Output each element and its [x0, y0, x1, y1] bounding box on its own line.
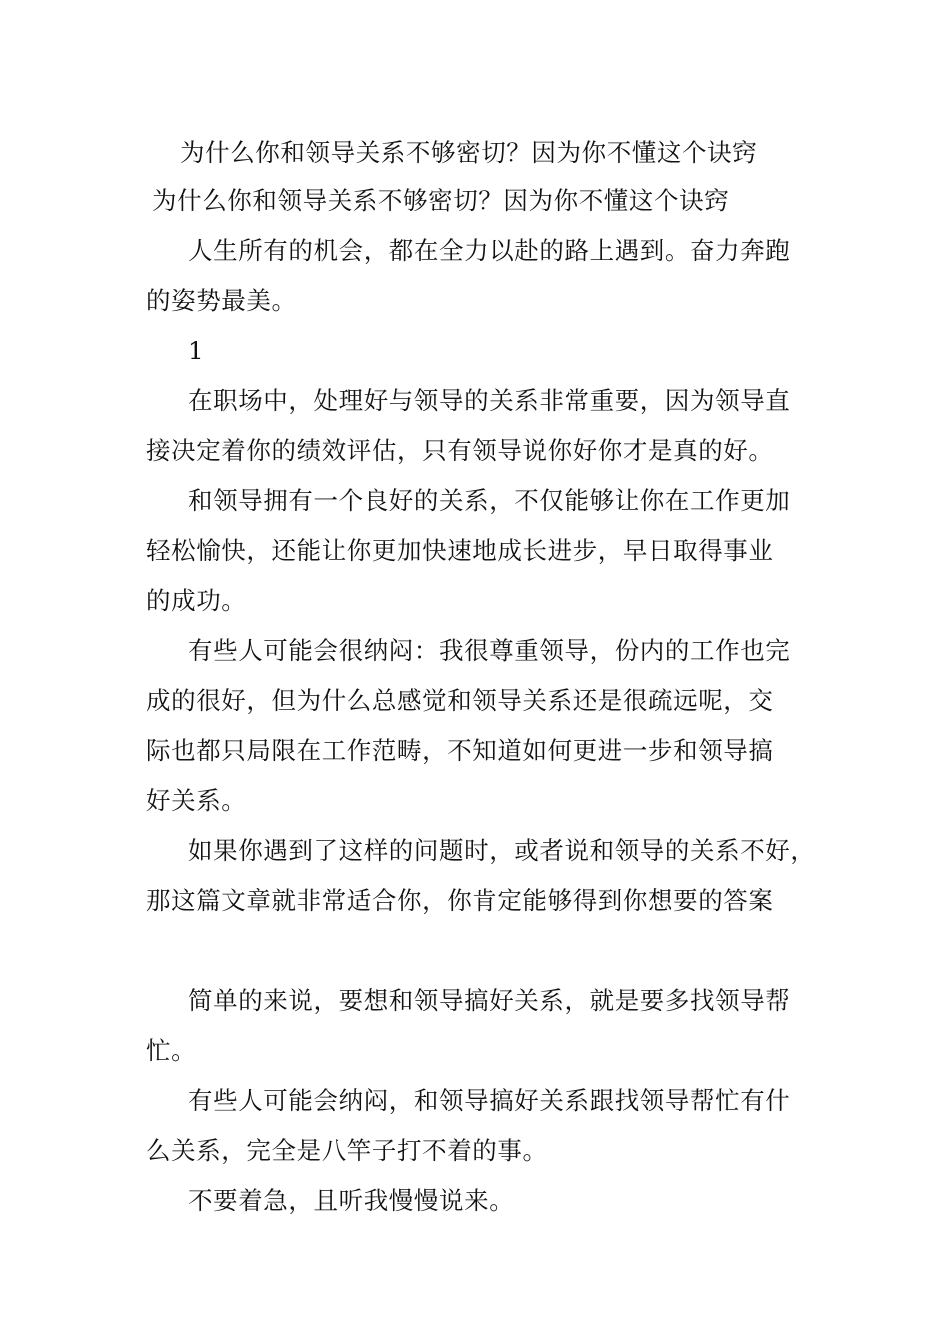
- body-line: 那这篇文章就非常适合你，你肯定能够得到你想要的答案: [146, 886, 774, 915]
- body-line: 际也都只局限在工作范畴，不知道如何更进一步和领导搞: [146, 736, 774, 765]
- body-line: 接决定着你的绩效评估，只有领导说你好你才是真的好。: [146, 436, 774, 465]
- body-line: 成的很好，但为什么总感觉和领导关系还是很疏远呢，交: [146, 686, 774, 715]
- section-number: 1: [188, 336, 205, 365]
- body-line: 好关系。: [146, 786, 247, 815]
- body-line: 忙。: [146, 1036, 197, 1065]
- body-line: 和领导拥有一个良好的关系，不仅能够让你在工作更加: [188, 486, 791, 515]
- title-line-1: 为什么你和领导关系不够密切？因为你不懂这个诀窍: [180, 138, 758, 167]
- body-line: 有些人可能会纳闷，和领导搞好关系跟找领导帮忙有什: [188, 1086, 791, 1115]
- body-line: 么关系，完全是八竿子打不着的事。: [146, 1136, 548, 1165]
- body-line: 如果你遇到了这样的问题时，或者说和领导的关系不好，: [188, 836, 816, 865]
- body-line: 有些人可能会很纳闷：我很尊重领导，份内的工作也完: [188, 636, 791, 665]
- body-line: 轻松愉快，还能让你更加快速地成长进步，早日取得事业: [146, 536, 774, 565]
- body-line: 的成功。: [146, 586, 247, 615]
- body-line: 在职场中，处理好与领导的关系非常重要，因为领导直: [188, 386, 791, 415]
- title-line-2: 为什么你和领导关系不够密切？因为你不懂这个诀窍: [152, 186, 730, 215]
- body-line: 简单的来说，要想和领导搞好关系，就是要多找领导帮: [188, 986, 791, 1015]
- body-line: 人生所有的机会，都在全力以赴的路上遇到。奋力奔跑: [188, 236, 791, 265]
- body-line: 不要着急，且听我慢慢说来。: [188, 1186, 515, 1215]
- body-line: 的姿势最美。: [146, 286, 297, 315]
